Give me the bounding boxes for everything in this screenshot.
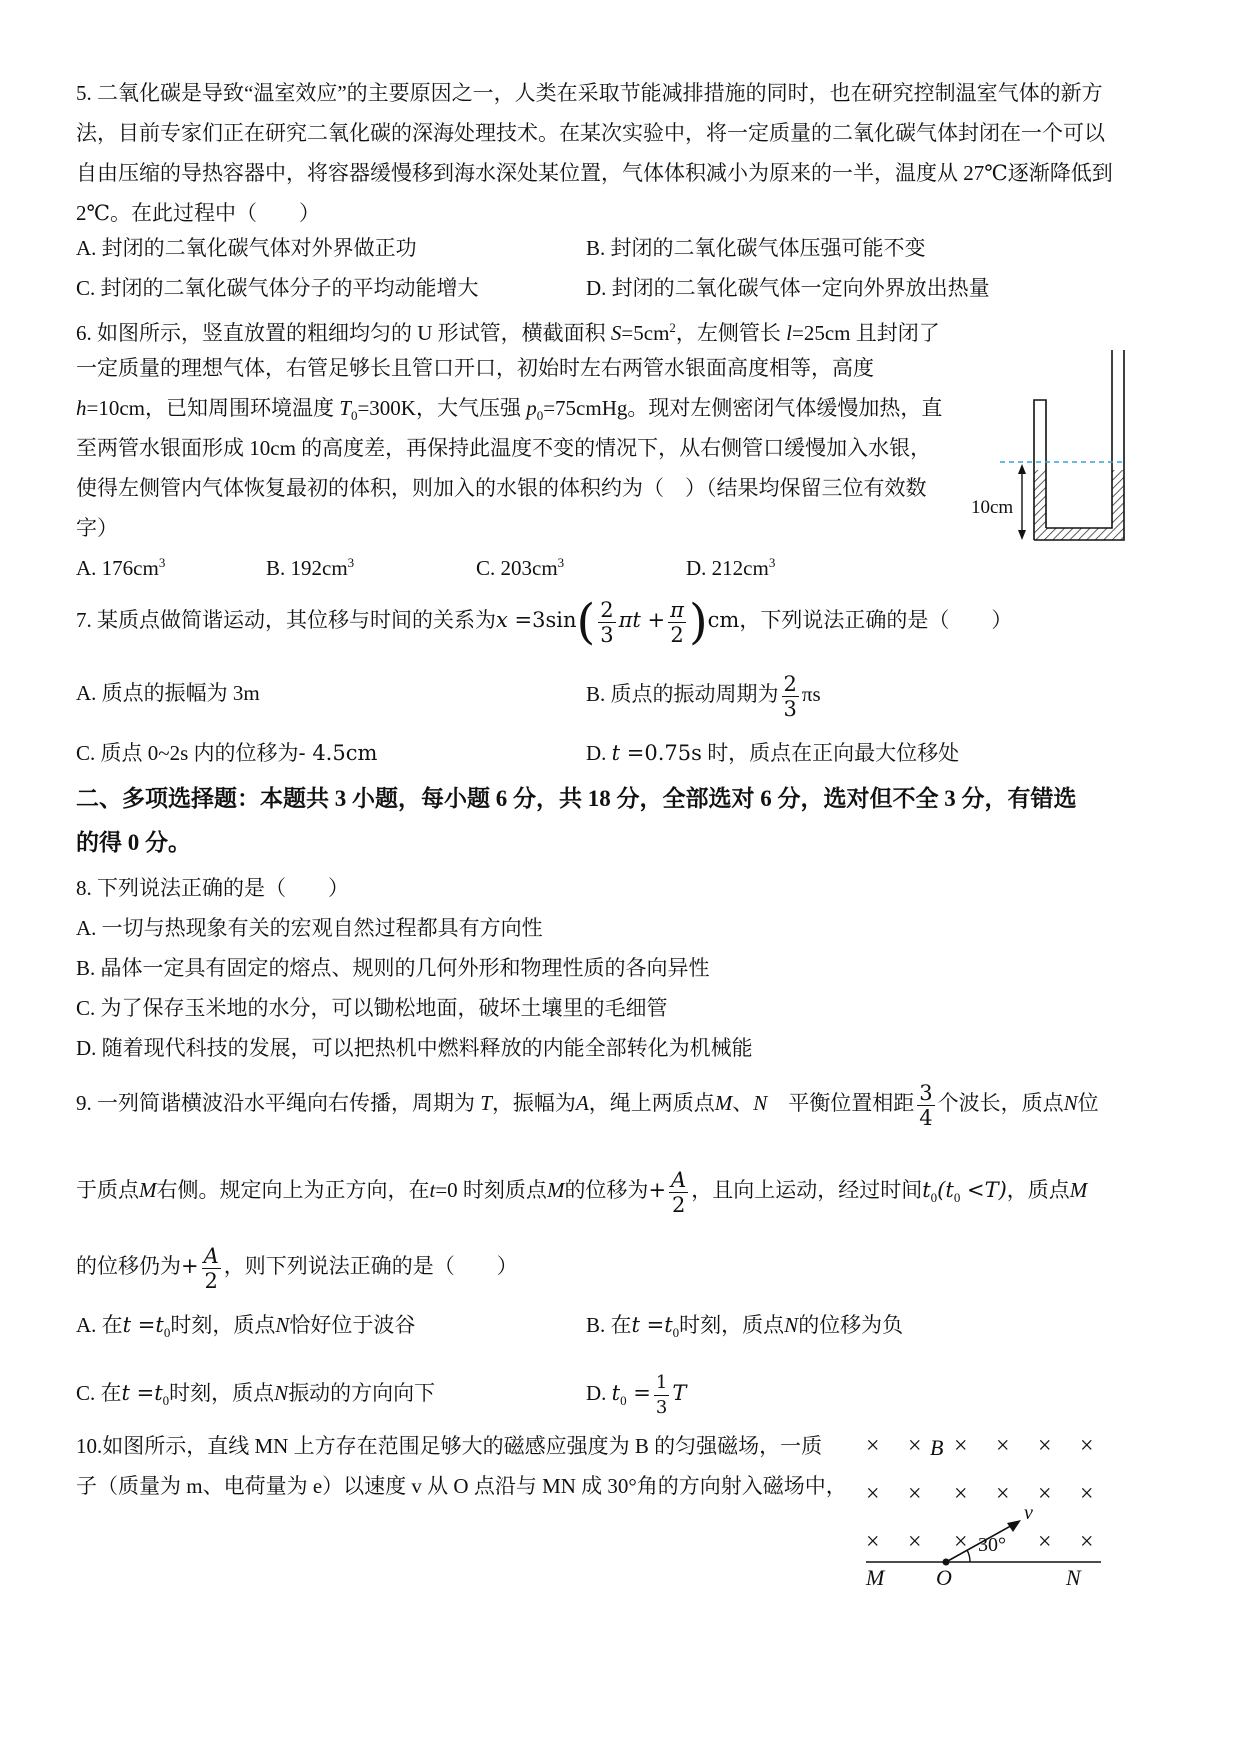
q7-option-d: D. t =0.75s 时，质点在正向最大位移处: [586, 741, 960, 765]
velocity-arrow-icon: [1007, 1520, 1021, 1532]
u-tube-outline: [1034, 350, 1124, 540]
fig-label-10cm: 10cm: [971, 497, 1014, 518]
q10-line-2: 子（质量为 m、电荷量为 e）以速度 v 从 O 点沿与 MN 成 30°角的方向射入磁场中，: [76, 1474, 847, 1498]
field-cross: ×: [996, 1481, 1010, 1507]
q7-stem: 7. 某质点做简谐运动，其位移与时间的关系为x =3sin( $\frac{2}{3}$ πt + $\frac{\pi}{2}$ )cm，下列说法正确的是（ ）: [76, 594, 1013, 651]
q10-line-1: 10.如图所示，直线 MN 上方存在范围足够大的磁感应强度为 B 的匀强磁场，一质: [76, 1434, 823, 1458]
q5-option-c: C. 封闭的二氧化碳气体分子的平均动能增大: [76, 276, 479, 300]
q5-option-d: D. 封闭的二氧化碳气体一定向外界放出热量: [586, 276, 990, 300]
point-n-label: N: [1066, 1565, 1081, 1590]
arrow-down-icon: [1018, 530, 1026, 540]
field-cross: ×: [1038, 1433, 1052, 1459]
q6-option-b: B. $192cm^3$: [266, 555, 355, 580]
q9-option-a: A. 在$t =t_0$时刻，质点N恰好位于波谷: [76, 1313, 416, 1341]
q6-line-2: 一定质量的理想气体，右管足够长且管口开口，初始时左右两管水银面高度相等，高度: [76, 356, 874, 380]
q6-line-1: 6. 如图所示，竖直放置的粗细均匀的 U 形试管，横截面积 $S=5cm^2$，左侧管长 l=25cm 且封闭了: [76, 320, 940, 345]
q5-line-1: 5. 二氧化碳是导致“温室效应”的主要原因之一，人类在采取节能减排措施的同时，也在研究控制温室气体的新方: [76, 81, 1103, 105]
q9-line-2: 于质点M右侧。规定向上为正方向，在t=0 时刻质点M的位移为+ $\frac{A}{2}$ ，且向上运动，经过时间$t_0(t_0 <T)$，质点M: [76, 1167, 1088, 1217]
field-cross: ×: [996, 1433, 1010, 1459]
right-tube: [1046, 350, 1112, 528]
q6-line-6: 字）: [76, 516, 118, 540]
q6-option-c: C. $203cm^3$: [476, 555, 565, 580]
field-cross: ×: [1080, 1481, 1094, 1507]
field-cross: ×: [1038, 1529, 1052, 1555]
q5-option-a: A. 封闭的二氧化碳气体对外界做正功: [76, 236, 417, 260]
u-tube-figure: [971, 350, 1146, 550]
q9-line-1: 9. 一列简谐横波沿水平绳向右传播，周期为 T，振幅为A，绳上两质点M、N 平衡位置相距 $\frac{3}{4}$ 个波长，质点N位: [76, 1080, 1099, 1130]
q5-option-b: B. 封闭的二氧化碳气体压强可能不变: [586, 236, 926, 260]
field-cross: ×: [1080, 1433, 1094, 1459]
velocity-label: v: [1024, 1502, 1033, 1524]
point-o: [943, 1559, 950, 1566]
q6-line-5: 使得左侧管内气体恢复最初的体积，则加入的水银的体积约为（ ）（结果均保留三位有效数: [76, 476, 927, 500]
field-label-b: B: [930, 1435, 944, 1460]
q5-line-2: 法，目前专家们正在研究二氧化碳的深海处理技术。在某次实验中，将一定质量的二氧化碳气体封闭在一个可以: [76, 121, 1105, 145]
q5-line-4: 2℃。在此过程中（ ）: [76, 201, 320, 225]
q7-option-c: C. 质点 0~2s 内的位移为- 4.5cm: [76, 741, 378, 765]
section-2-heading-line-1: 二、多项选择题：本题共 3 小题，每小题 6 分，共 18 分，全部选对 6 分，选对但不全 3 分，有错选: [76, 786, 1077, 811]
q9-option-d: D. $t_0$ = $\frac{1}{3}$ T: [586, 1371, 687, 1418]
field-cross: ×: [866, 1529, 880, 1555]
field-cross: ×: [908, 1529, 922, 1555]
magnetic-field-figure: [866, 1423, 1136, 1588]
q9-option-c: C. 在$t =t_0$时刻，质点N振动的方向向下: [76, 1381, 436, 1409]
q8-option-d: D. 随着现代科技的发展，可以把热机中燃料释放的内能全部转化为机械能: [76, 1036, 753, 1060]
field-cross: ×: [1080, 1529, 1094, 1555]
q8-option-c: C. 为了保存玉米地的水分，可以锄松地面，破坏土壤里的毛细管: [76, 996, 668, 1020]
field-cross: ×: [866, 1481, 880, 1507]
q7-option-a: A. 质点的振幅为 3m: [76, 681, 260, 705]
q6-option-d: D. $212cm^3$: [686, 555, 776, 580]
q8-stem: 8. 下列说法正确的是（ ）: [76, 876, 349, 900]
field-cross: ×: [908, 1433, 922, 1459]
q8-option-a: A. 一切与热现象有关的宏观自然过程都具有方向性: [76, 916, 543, 940]
field-cross: ×: [954, 1433, 968, 1459]
mercury-fill: [1034, 470, 1124, 540]
section-2-heading-line-2: 的得 0 分。: [76, 830, 191, 855]
angle-arc: [967, 1550, 970, 1562]
angle-label: 30°: [978, 1534, 1006, 1556]
q6-option-a: A. $176cm^3$: [76, 555, 166, 580]
arrow-up-icon: [1018, 464, 1026, 474]
q8-option-b: B. 晶体一定具有固定的熔点、规则的几何外形和物理性质的各向异性: [76, 956, 710, 980]
q6-line-3: h=10cm，已知周围环境温度 $T_0=300K$，大气压强 $p_0=75cmHg$。现对左侧密闭气体缓慢加热，直: [76, 396, 943, 424]
point-m-label: M: [866, 1565, 885, 1590]
field-cross: ×: [1038, 1481, 1052, 1507]
q9-line-3: 的位移仍为+ $\frac{A}{2}$ ，则下列说法正确的是（ ）: [76, 1243, 518, 1293]
field-cross: ×: [954, 1529, 968, 1555]
field-cross: ×: [954, 1481, 968, 1507]
field-cross: ×: [866, 1433, 880, 1459]
q9-option-b: B. 在$t =t_0$时刻，质点N的位移为负: [586, 1313, 904, 1341]
q7-option-b: B. 质点的振动周期为 $\frac{2}{3}$ πs: [586, 671, 821, 721]
field-cross: ×: [908, 1481, 922, 1507]
q6-line-4: 至两管水银面形成 10cm 的高度差，再保持此温度不变的情况下，从右侧管口缓慢加入水银，: [76, 436, 932, 460]
point-o-label: O: [936, 1565, 952, 1590]
q5-line-3: 自由压缩的导热容器中，将容器缓慢移到海水深处某位置，气体体积减小为原来的一半，温度从 27℃逐渐降低到: [76, 161, 1113, 185]
